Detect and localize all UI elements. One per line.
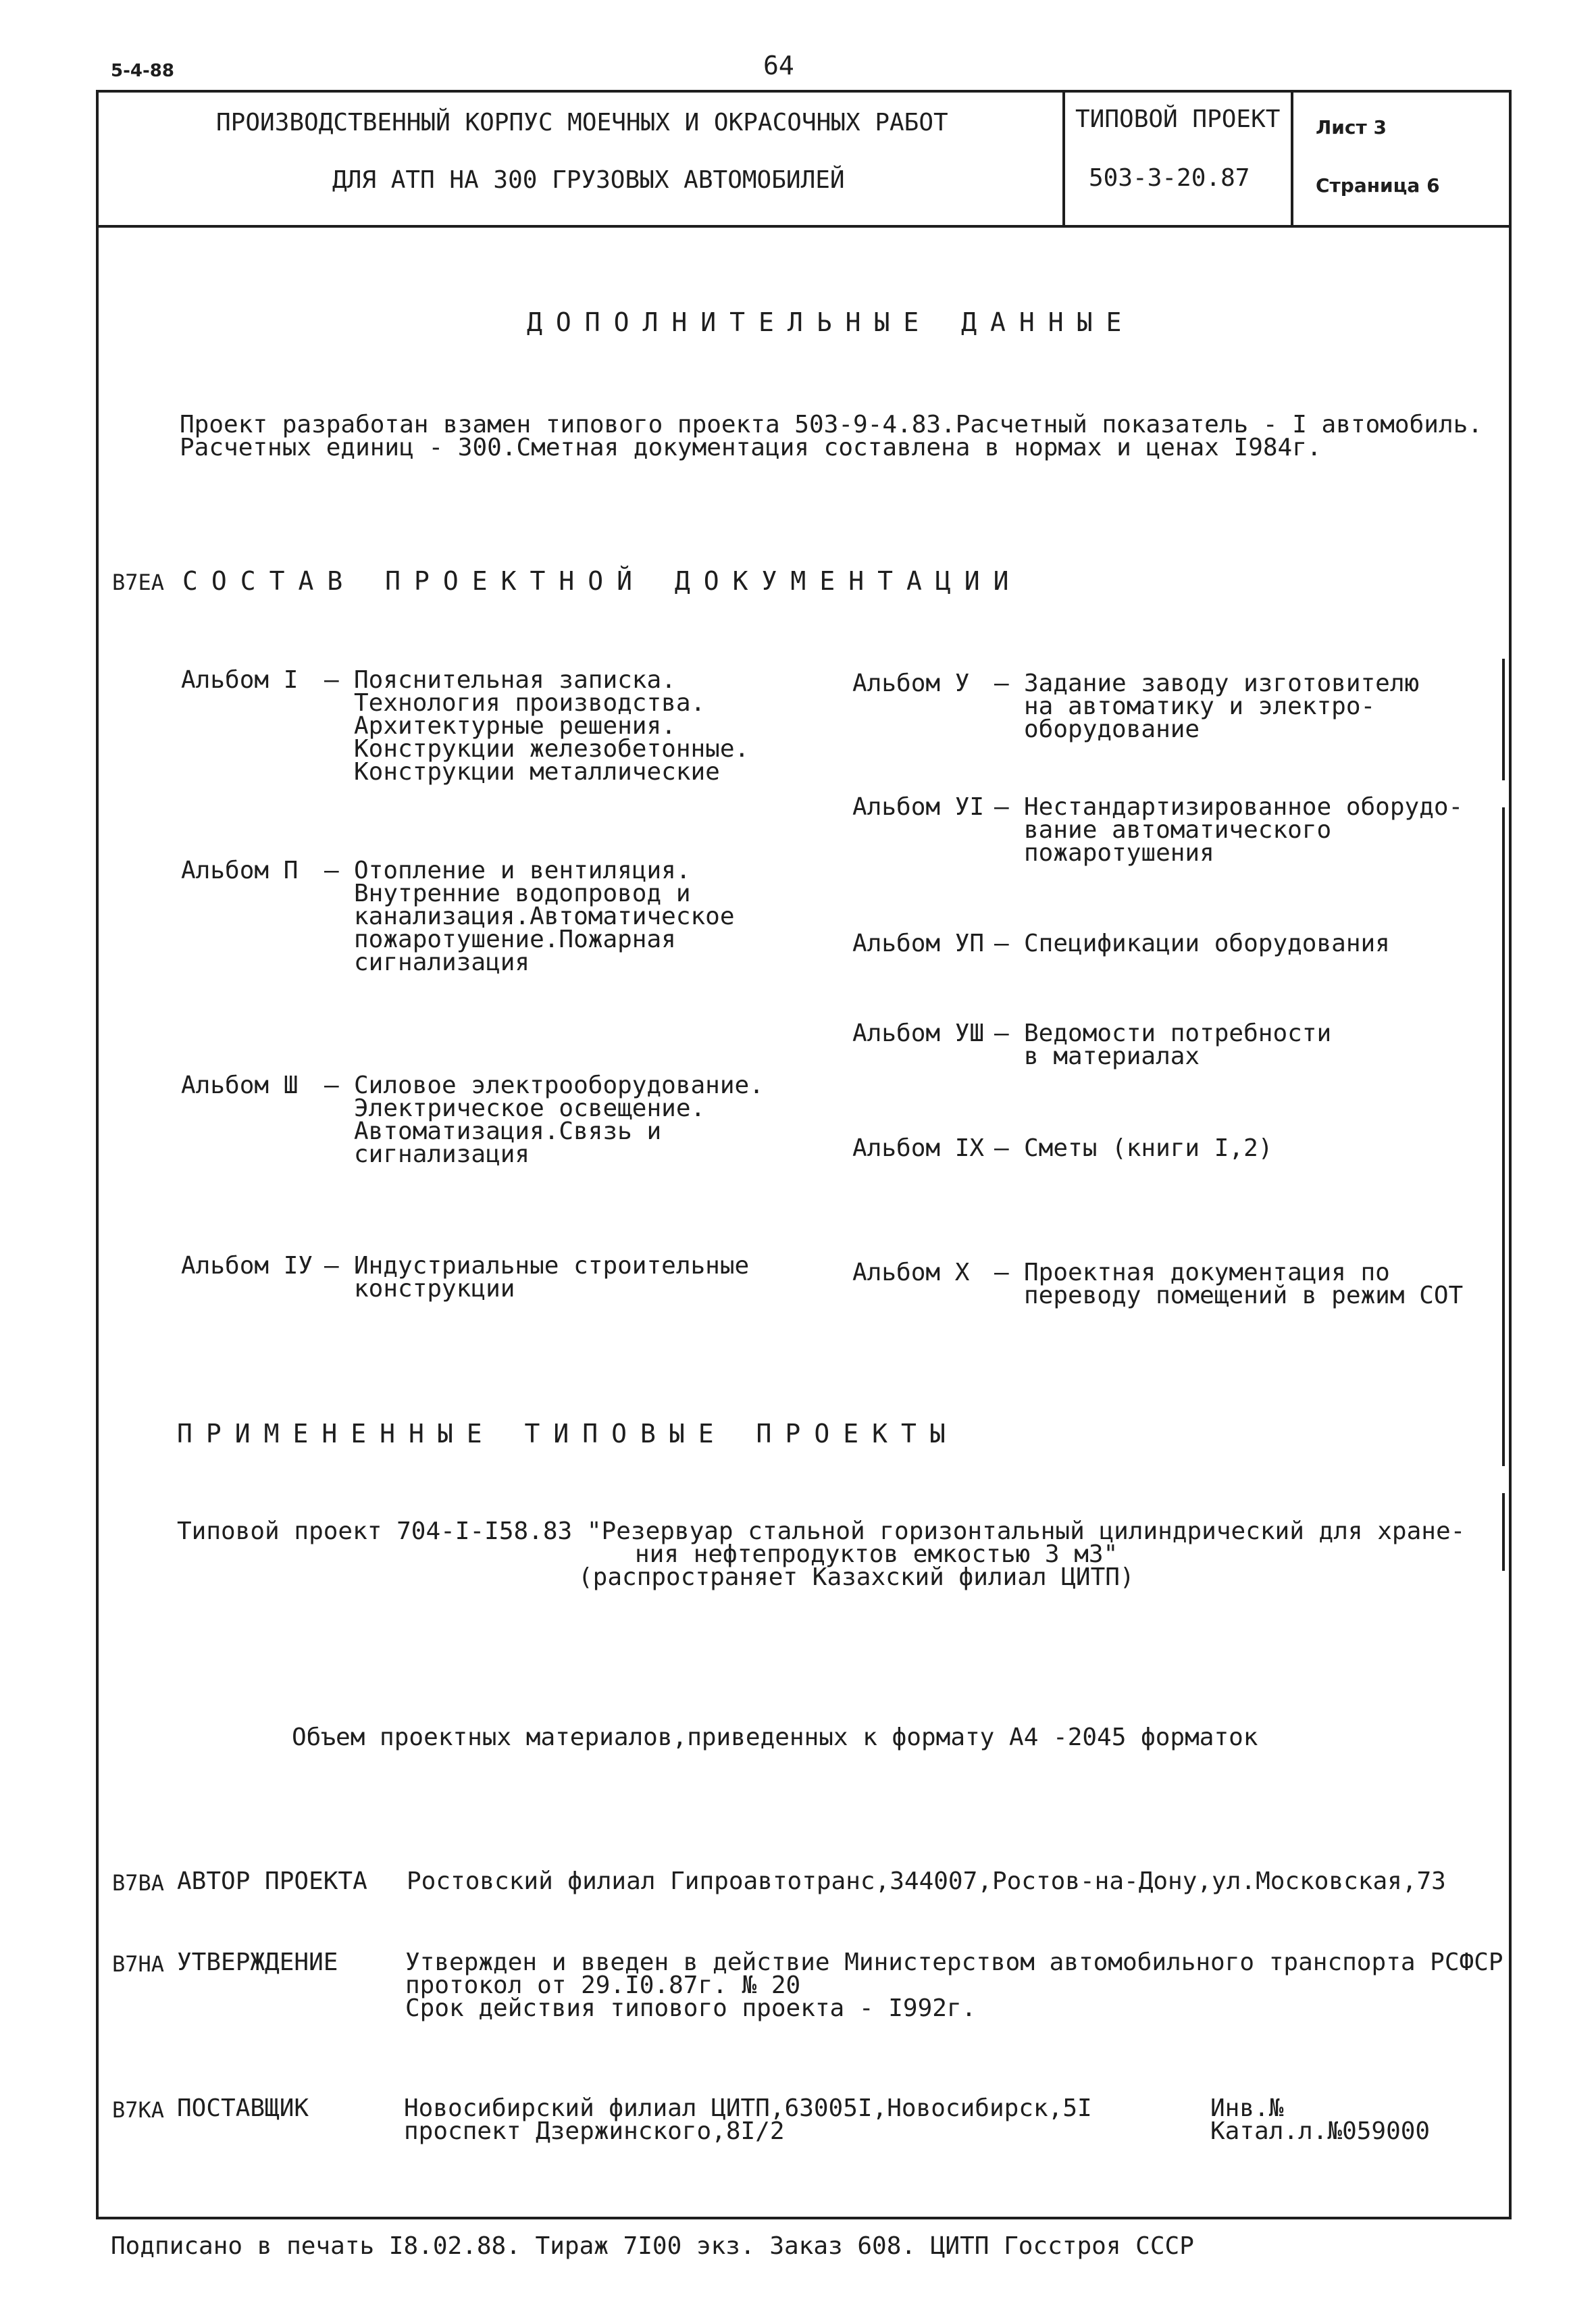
- album-line: Автоматизация.Связь и: [354, 1117, 662, 1145]
- album-3-label: Альбом Ш: [181, 1072, 299, 1099]
- album-5-label: Альбом У: [852, 670, 970, 697]
- album-line: Технология производства.: [354, 689, 706, 717]
- album-line: Сметы (книги I,2): [1024, 1134, 1273, 1162]
- album-line: сигнализация: [354, 949, 530, 976]
- author-label: АВТОР ПРОЕКТА: [177, 1867, 367, 1895]
- album-line: Силовое электрооборудование.: [354, 1072, 764, 1099]
- album-line: оборудование: [1024, 715, 1200, 743]
- album-9-label: Альбом IX: [852, 1134, 985, 1162]
- album-line: пожаротушение.Пожарная: [354, 926, 676, 953]
- album-line: Нестандартизированное оборудо-: [1024, 793, 1464, 821]
- album-line: вание автоматического: [1024, 816, 1332, 844]
- album-5-text: [1024, 672, 1419, 741]
- album-line: на автоматику и электро-: [1024, 693, 1376, 720]
- header-title-line1: ПРОИЗВОДСТВЕННЫЙ КОРПУС МОЕЧНЫХ И ОКРАСОЧНЫХ РАБОТ: [216, 109, 948, 136]
- header-divider-2: [1291, 90, 1293, 228]
- album-line: Внутренние водопровод и: [354, 880, 691, 907]
- applied-line-3: (распространяет Казахский филиал ЦИТП): [578, 1563, 1135, 1591]
- supplier-label: ПОСТАВЩИК: [177, 2094, 309, 2122]
- album-7-label: Альбом УП: [852, 930, 985, 957]
- album-line: Отопление и вентиляция.: [354, 857, 691, 884]
- supplier-text: [404, 2094, 1092, 2145]
- album-line: Электрическое освещение.: [354, 1095, 706, 1122]
- album-line: конструкции: [354, 1275, 515, 1303]
- footer-print-info: Подписано в печать I8.02.88. Тираж 7I00 экз. Заказ 608. ЦИТП Госстроя СССР: [111, 2232, 1194, 2260]
- album-line: Конструкции железобетонные.: [354, 735, 750, 763]
- composition-code: B7EA: [112, 570, 165, 595]
- approval-line: Срок действия типового проекта - I992г.: [405, 1994, 977, 2022]
- margin-mark-1: [1502, 659, 1505, 780]
- album-line: в материалах: [1024, 1042, 1200, 1070]
- album-line: Пояснительная записка.: [354, 666, 676, 694]
- album-3-text: [354, 1074, 764, 1166]
- album-7-text: [1024, 932, 1390, 955]
- header-title-line2: ДЛЯ АТП НА 300 ГРУЗОВЫХ АВТОМОБИЛЕЙ: [332, 166, 845, 194]
- album-4-text: [354, 1252, 750, 1303]
- album-8-text: [1024, 1022, 1331, 1068]
- album-2-label: Альбом П: [181, 857, 299, 884]
- album-line: Задание заводу изготовителю: [1024, 670, 1420, 697]
- approval-line: Утвержден и введен в действие Министерством автомобильного транспорта РСФСР: [405, 1948, 1503, 1976]
- album-line: сигнализация: [354, 1140, 530, 1168]
- album-1-text: [354, 666, 750, 786]
- album-line: переводу помещений в режим СОТ: [1024, 1282, 1464, 1309]
- additional-line: Расчетных единиц - 300.Сметная документация составлена в нормах и ценах I984г.: [180, 434, 1322, 461]
- album-line: канализация.Автоматическое: [354, 903, 735, 930]
- page-number: 64: [763, 51, 794, 80]
- album-line: Архитектурные решения.: [354, 712, 676, 740]
- additional-line: Проект разработан взамен типового проекта 503-9-4.83.Расчетный показатель - I автомобиль.: [180, 411, 1483, 438]
- approval-line: протокол от 29.I0.87г. № 20: [405, 1971, 801, 1999]
- supplier-line: проспект Дзержинского,8I/2: [404, 2117, 785, 2145]
- album-line: Спецификации оборудования: [1024, 930, 1390, 957]
- album-line: Индустриальные строительные: [354, 1252, 750, 1280]
- applied-line-1: Типовой проект 704-I-I58.83 "Резервуар стальной горизонтальный цилиндрический для хране-: [177, 1517, 1466, 1545]
- approval-code: B7HA: [112, 1951, 165, 1977]
- approval-label: УТВЕРЖДЕНИЕ: [177, 1948, 338, 1976]
- album-10-text: [1024, 1261, 1463, 1307]
- album-4-label: Альбом IУ: [181, 1252, 313, 1280]
- album-line: Проектная документация по: [1024, 1259, 1390, 1286]
- composition-heading: СОСТАВ ПРОЕКТНОЙ ДОКУМЕНТАЦИИ: [182, 566, 1023, 596]
- approval-text: [405, 1948, 1503, 2022]
- album-8-label: Альбом УШ: [852, 1020, 985, 1047]
- page-frame: [96, 90, 1512, 2219]
- album-1-label: Альбом I: [181, 666, 299, 694]
- margin-mark-3: [1502, 1493, 1505, 1571]
- header-divider-1: [1062, 90, 1065, 228]
- author-code: B7BA: [112, 1870, 165, 1896]
- margin-mark-2: [1502, 807, 1505, 1466]
- album-line: Конструкции металлические: [354, 758, 720, 786]
- album-line: Ведомости потребности: [1024, 1020, 1332, 1047]
- author-text: Ростовский филиал Гипроавтотранс,344007,Ростов-на-Дону,ул.Московская,73: [407, 1867, 1446, 1895]
- header-sheet: Лист 3: [1316, 116, 1387, 139]
- volume-text: Объем проектных материалов,приведенных к формату А4 -2045 форматок: [292, 1724, 1258, 1751]
- album-9-text: [1024, 1134, 1273, 1162]
- supplier-catalog: [1210, 2094, 1431, 2145]
- top-code: 5-4-88: [111, 61, 174, 81]
- supplier-catalog-line: Инв.№: [1210, 2094, 1284, 2122]
- applied-line-2: ния нефтепродуктов емкостью 3 м3": [635, 1540, 1118, 1568]
- applied-heading: ПРИМЕНЕННЫЕ ТИПОВЫЕ ПРОЕКТЫ: [177, 1419, 959, 1449]
- header-divider: [96, 225, 1512, 228]
- additional-heading: ДОПОЛНИТЕЛЬНЫЕ ДАННЫЕ: [527, 307, 1135, 337]
- header-type-label: ТИПОВОЙ ПРОЕКТ: [1075, 105, 1281, 133]
- album-line: пожаротушения: [1024, 839, 1214, 867]
- album-6-text: [1024, 793, 1464, 867]
- album-10-label: Альбом X: [852, 1259, 970, 1286]
- album-6-label: Альбом УI: [852, 793, 985, 821]
- supplier-catalog-line: Катал.л.№059000: [1210, 2117, 1431, 2145]
- header-page: Страница 6: [1316, 174, 1440, 197]
- supplier-code: B7KA: [112, 2097, 165, 2123]
- supplier-line: Новосибирский филиал ЦИТП,63005I,Новосибирск,5I: [404, 2094, 1092, 2122]
- header-project-code: 503-3-20.87: [1089, 164, 1250, 192]
- additional-text: [180, 413, 1483, 459]
- album-2-text: [354, 859, 735, 974]
